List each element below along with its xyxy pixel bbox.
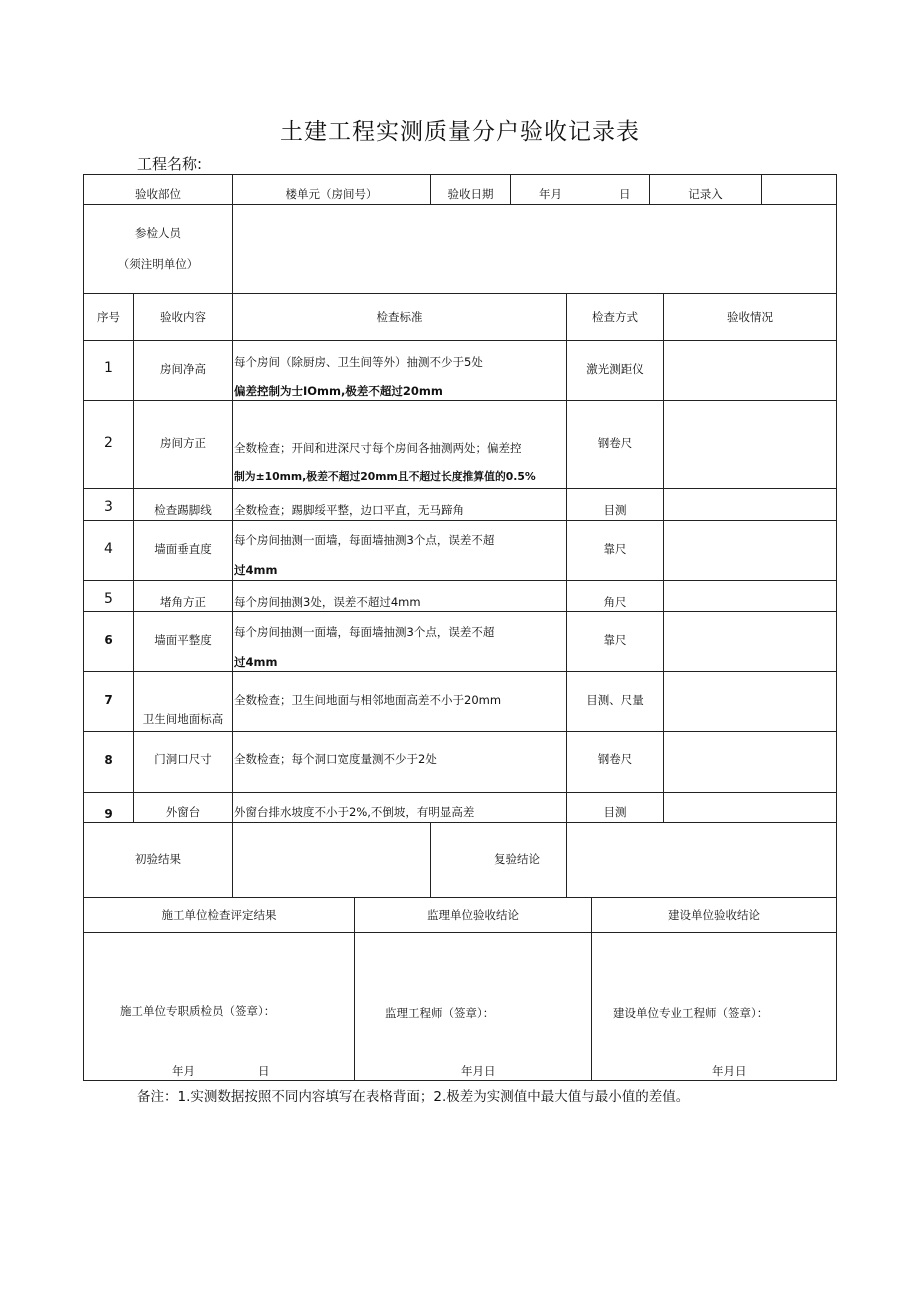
column-header-method: 检查方式 [592,310,638,324]
supervisor-date: 年月日 [461,1064,496,1078]
row-3-content: 检查踢脚线 [154,503,212,517]
row-5-seq: 5 [104,591,113,607]
row-2-standard-line-2: 制为±10mm,极差不超过20mm且不超过长度推算值的0.5% [234,470,536,483]
project-name-label: 工程名称: [137,155,203,173]
page-title: 土建工程实测质量分户验收记录表 [280,119,640,145]
column-header-content: 验收内容 [160,310,206,324]
row-1-standard-line-2: 偏差控制为士IOmm,极差不超过20mm [234,384,443,398]
constructor-date-day: 日 [258,1064,270,1078]
re-result-field[interactable] [567,823,836,897]
owner-engineer-sign: 建设单位专业工程师（签章）： [613,1006,769,1020]
row-4-content: 墙面垂直度 [154,542,212,556]
row-3-seq: 3 [104,499,113,515]
initial-result-field[interactable] [233,823,430,897]
row-1-result-field[interactable] [664,341,836,400]
constructor-inspector-sign: 施工单位专职质检员（签章）： [120,1004,276,1018]
row-7-seq: 7 [104,693,113,707]
participants-field[interactable] [233,205,836,293]
row-2-seq: 2 [104,435,113,451]
row-9-standard-line-1: 外窗台排水坡度不小于2%,不倒坡，有明显高差 [234,805,475,819]
remark-note: 备注：1.实测数据按照不同内容填写在表格背面；2.极差为实测值中最大值与最小值的差值。 [137,1089,690,1105]
row-5-result-field[interactable] [664,581,836,611]
row-5-content: 堵角方正 [160,595,206,609]
row-2-content: 房间方正 [160,436,206,450]
row-7-content: 卫生间地面标高 [142,712,224,726]
column-header-result: 验收情况 [727,310,773,324]
re-result-label: 复验结论 [494,852,540,866]
row-9-content: 外窗台 [165,805,201,819]
row-3-method: 目测 [603,503,627,517]
row-7-standard-line-1: 全数检查；卫生间地面与相邻地面高差不小于20mm [234,693,502,707]
row-2-method: 钢卷尺 [597,436,633,450]
row-4-standard-line-2: 过4mm [234,563,278,577]
recorder-field[interactable] [762,175,836,204]
row-8-method: 钢卷尺 [597,752,633,766]
owner-date: 年月日 [712,1064,747,1078]
row-1-content: 房间净高 [160,362,206,376]
row-1-standard-line-1: 每个房间（除厨房、卫生间等外）抽测不少于5处 [234,355,483,369]
row-6-method: 靠尺 [603,633,627,647]
recorder-label: 记录入 [688,187,723,201]
row-5-method: 角尺 [603,595,627,609]
inspection-part-label: 验收部位 [135,187,181,201]
row-7-method: 目测、尺量 [586,693,644,707]
participants-note: （须注明单位） [117,257,199,271]
row-6-content: 墙面平整度 [154,633,212,647]
row-6-seq: 6 [104,633,113,647]
owner-result-heading: 建设单位验收结论 [668,908,760,922]
row-3-result-field[interactable] [664,489,836,520]
row-8-standard-line-1: 全数检查；每个洞口宽度量测不少于2处 [234,752,437,766]
row-4-seq: 4 [104,541,113,557]
column-header-standard: 检查标准 [376,310,423,324]
row-9-result-field[interactable] [664,793,836,822]
row-4-method: 靠尺 [603,542,627,556]
supervisor-result-heading: 监理单位验收结论 [427,908,519,922]
row-6-result-field[interactable] [664,612,836,671]
row-1-method: 激光测距仪 [586,362,644,376]
row-9-seq: 9 [104,807,113,821]
row-5-standard-line-1: 每个房间抽测3处，误差不超过4mm [234,595,421,609]
row-2-standard-line-1: 全数检查；开间和进深尺寸每个房间各抽测两处；偏差控 [234,441,522,455]
row-2-result-field[interactable] [664,401,836,488]
participants-label: 参检人员 [135,226,181,240]
row-4-standard-line-1: 每个房间抽测一面墙，每面墙抽测3个点，误差不超 [234,533,495,547]
row-4-result-field[interactable] [664,521,836,580]
inspection-date-value: 年月 [539,187,562,201]
row-7-result-field[interactable] [664,672,836,731]
inspection-part-value: 楼单元（房间号） [285,187,378,201]
constructor-result-heading: 施工单位检查评定结果 [161,908,277,922]
row-9-method: 目测 [603,805,627,819]
constructor-date: 年月 [172,1064,195,1078]
column-header-seq: 序号 [97,310,120,324]
initial-result-label: 初验结果 [135,852,181,866]
inspection-date-label: 验收日期 [447,187,494,201]
row-1-seq: 1 [104,360,113,376]
row-6-standard-line-2: 过4mm [234,655,278,669]
inspection-date-day: 日 [619,187,631,201]
row-6-standard-line-1: 每个房间抽测一面墙，每面墙抽测3个点，误差不超 [234,625,495,639]
row-8-content: 门洞口尺寸 [154,752,212,766]
supervisor-engineer-sign: 监理工程师（签章）： [385,1006,495,1020]
row-8-seq: 8 [104,753,113,767]
row-3-standard-line-1: 全数检查；踢脚绥平整，边口平直，无马蹄角 [234,503,464,517]
row-8-result-field[interactable] [664,732,836,792]
